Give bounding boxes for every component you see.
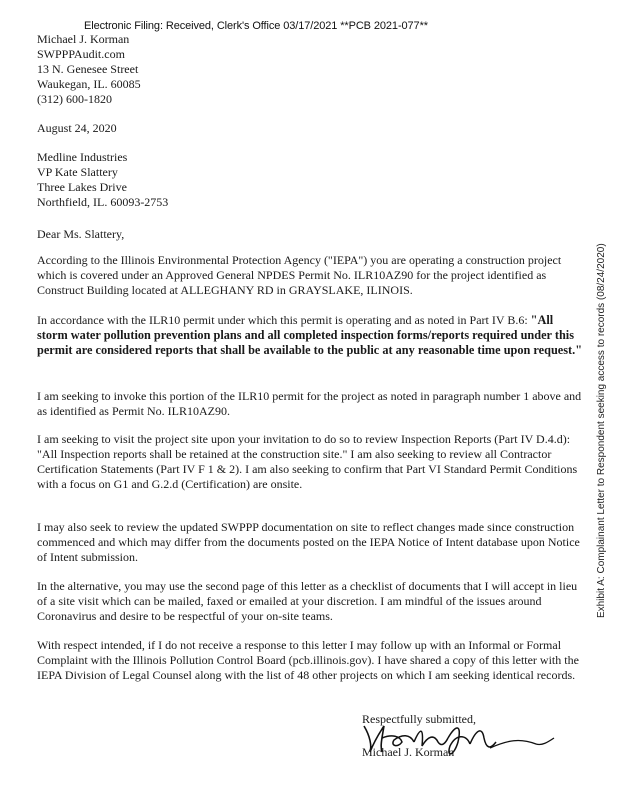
salutation: Dear Ms. Slattery, [37, 227, 125, 241]
letter-date: August 24, 2020 [37, 121, 117, 135]
filing-stamp: Electronic Filing: Received, Clerk's Office 03/17/2021 **PCB 2021-077** [84, 20, 428, 32]
paragraph-3: I am seeking to invoke this portion of the ILR10 permit for the project as noted in paragraph number 1 above and as identified as Permit No. ILR10AZ90. [37, 389, 582, 418]
paragraph-2-intro: In accordance with the ILR10 permit under which this permit is operating and as noted in Part IV B.6: [37, 313, 531, 327]
permit-quote: "All storm water pollution prevention plans and all completed inspection forms/reports required under this permit are considered reports that shall be available to the public at any reasonable time upon request." [37, 313, 583, 357]
paragraph-2 [37, 313, 585, 358]
signature-name: Michael J. Korman [362, 745, 455, 759]
exhibit-side-label: Exhibit A: Complainant Letter to Respondent seeking access to records (08/24/2020) [596, 243, 607, 618]
recipient-address [37, 150, 168, 210]
paragraph-4: I am seeking to visit the project site upon your invitation to do so to review Inspection Reports (Part IV D.4.d): "All Inspection reports shall be retained at the construction site." I am also seeking to review all Contractor Certification Statements (Part IV F 1 & 2). I am also seeking to confirm that Part VI Standard Permit Conditions with a focus on G1 and G.2.d (Certification) are onsite. [37, 432, 578, 491]
sender-phone: (312) 600-1820 [37, 92, 112, 106]
paragraph-6: In the alternative, you may use the second page of this letter as a checklist of documents that I will accept in lieu of a site visit which can be mailed, faxed or emailed at your discretion. I am mindful of the issues around Coronavirus and desire to be respectful of your on-site teams. [37, 579, 578, 623]
sender-name: Michael J. Korman [37, 32, 130, 46]
recipient-company: Medline Industries [37, 150, 128, 164]
paragraph-5: I may also seek to review the updated SWPPP documentation on site to reflect changes made since construction commenced and which may differ from the documents posted on the IEPA Notice of Intent database upon Notice of Intent submission. [37, 520, 580, 564]
recipient-person: VP Kate Slattery [37, 165, 118, 179]
sender-org: SWPPPAudit.com [37, 47, 125, 61]
sender-street: 13 N. Genesee Street [37, 62, 139, 76]
signature-block [358, 712, 558, 762]
paragraph-7: With respect intended, if I do not receive a response to this letter I may follow up with an Informal or Formal Complaint with the Illinois Pollution Control Board (pcb.illinois.gov). I have shared a copy of this letter with the IEPA Division of Legal Counsel along with the list of 48 other projects on which I am seeking identical records. [37, 638, 579, 682]
sender-address [37, 32, 141, 107]
recipient-street: Three Lakes Drive [37, 180, 127, 194]
closing: Respectfully submitted, [362, 712, 476, 726]
sender-city: Waukegan, IL. 60085 [37, 77, 141, 91]
recipient-city: Northfield, IL. 60093-2753 [37, 195, 169, 209]
paragraph-1: According to the Illinois Environmental Protection Agency ("IEPA") you are operating a construction project which is covered under an Approved General NPDES Permit No. ILR10AZ90 for the project identified as Construct Building located at ALLEGHANY RD in GRAYSLAKE, ILINOIS. [37, 253, 562, 297]
